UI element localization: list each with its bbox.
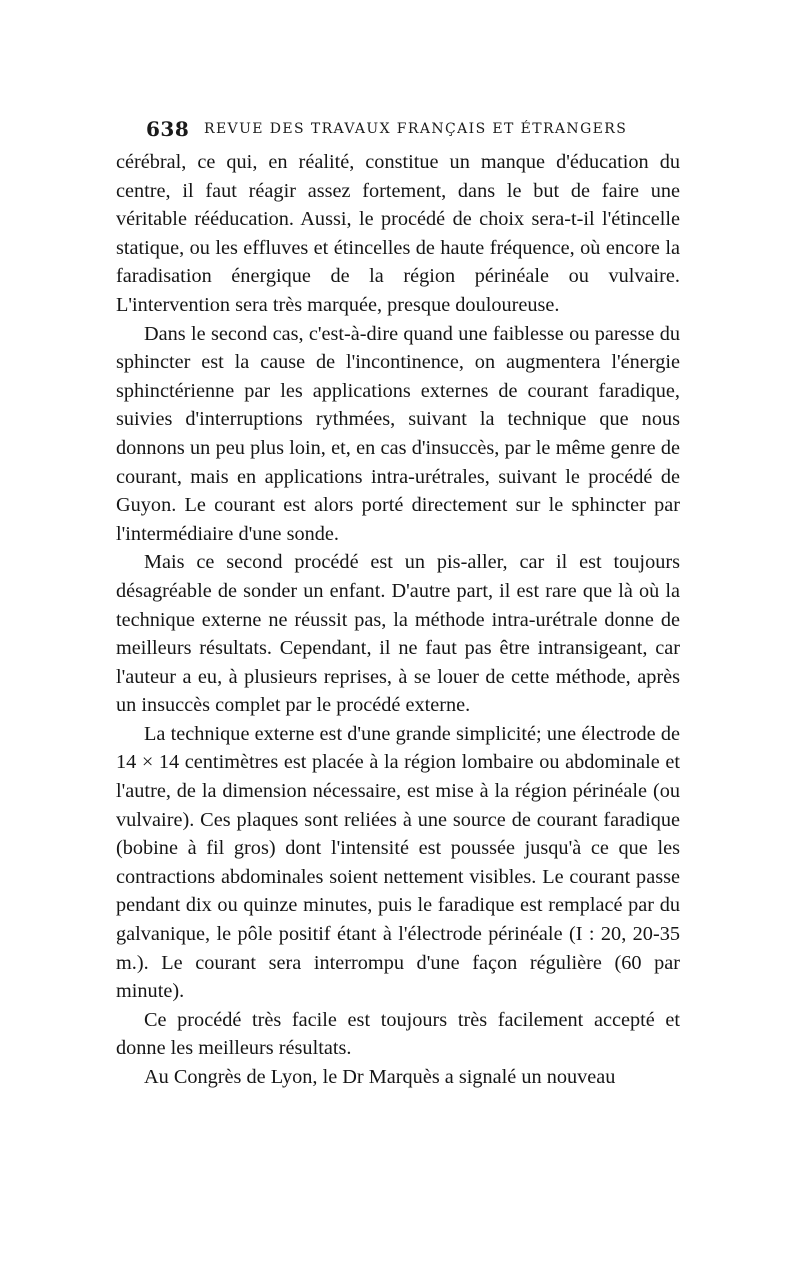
paragraph-5: Ce procédé très facile est toujours très facilement accepté et donne les meilleurs résultats.	[116, 1008, 680, 1060]
page-header	[146, 117, 676, 143]
running-head: REVUE DES TRAVAUX FRANÇAIS ET ÉTRANGERS	[204, 121, 628, 137]
paragraph-1: cérébral, ce qui, en réalité, constitue un manque d'éducation du centre, il faut réagir assez fortement, dans le but de faire une véritable rééducation. Aussi, le procédé de choix sera-t-il l'étincelle statique, ou les effluves et étincelles de haute fréquence, où encore la faradisation énergique de la région périnéale ou vulvaire. L'intervention sera très marquée, presque douloureuse.	[116, 151, 680, 316]
paragraph-3: Mais ce second procédé est un pis-aller, car il est toujours désagréable de sonder un enfant. D'autre part, il est rare que là où la technique externe ne réussit pas, la méthode intra-urétrale donne de meilleurs résultats. Cependant, il ne faut pas être intransigeant, car l'auteur a eu, à plusieurs reprises, à se louer de cette méthode, après un insuccès complet par le procédé externe.	[116, 551, 680, 717]
paragraph-2: Dans le second cas, c'est-à-dire quand une faiblesse ou paresse du sphincter est la cause de l'incontinence, on augmentera l'énergie sphinctérienne par les applications externes de courant faradique, suivies d'interruptions rythmées, suivant la technique que nous donnons un peu plus loin, et, en cas d'insuccès, par le même genre de courant, mais en applications intra-urétrales, suivant le procédé de Guyon. Le courant est alors porté directement sur le sphincter par l'intermédiaire d'une sonde.	[116, 322, 680, 545]
paragraph-4: La technique externe est d'une grande simplicité; une électrode de 14 × 14 centimètres est placée à la région lombaire ou abdominale et l'autre, de la dimension nécessaire, est mise à la région périnéale (ou vulvaire). Ces plaques sont reliées à une source de courant faradique (bobine à fil gros) dont l'intensité est poussée jusqu'à ce que les contractions abdominales soient nettement visibles. Le courant passe pendant dix ou quinze minutes, puis le faradique est remplacé par du galvanique, le pôle positif étant à l'électrode périnéale (I : 20, 20-35 m.). Le courant sera interrompu d'une façon régulière (60 par minute).	[116, 722, 680, 1003]
body-text	[116, 148, 680, 1092]
paragraph-6: Au Congrès de Lyon, le Dr Marquès a signalé un nouveau	[144, 1066, 616, 1088]
page-number: 638	[146, 117, 190, 141]
